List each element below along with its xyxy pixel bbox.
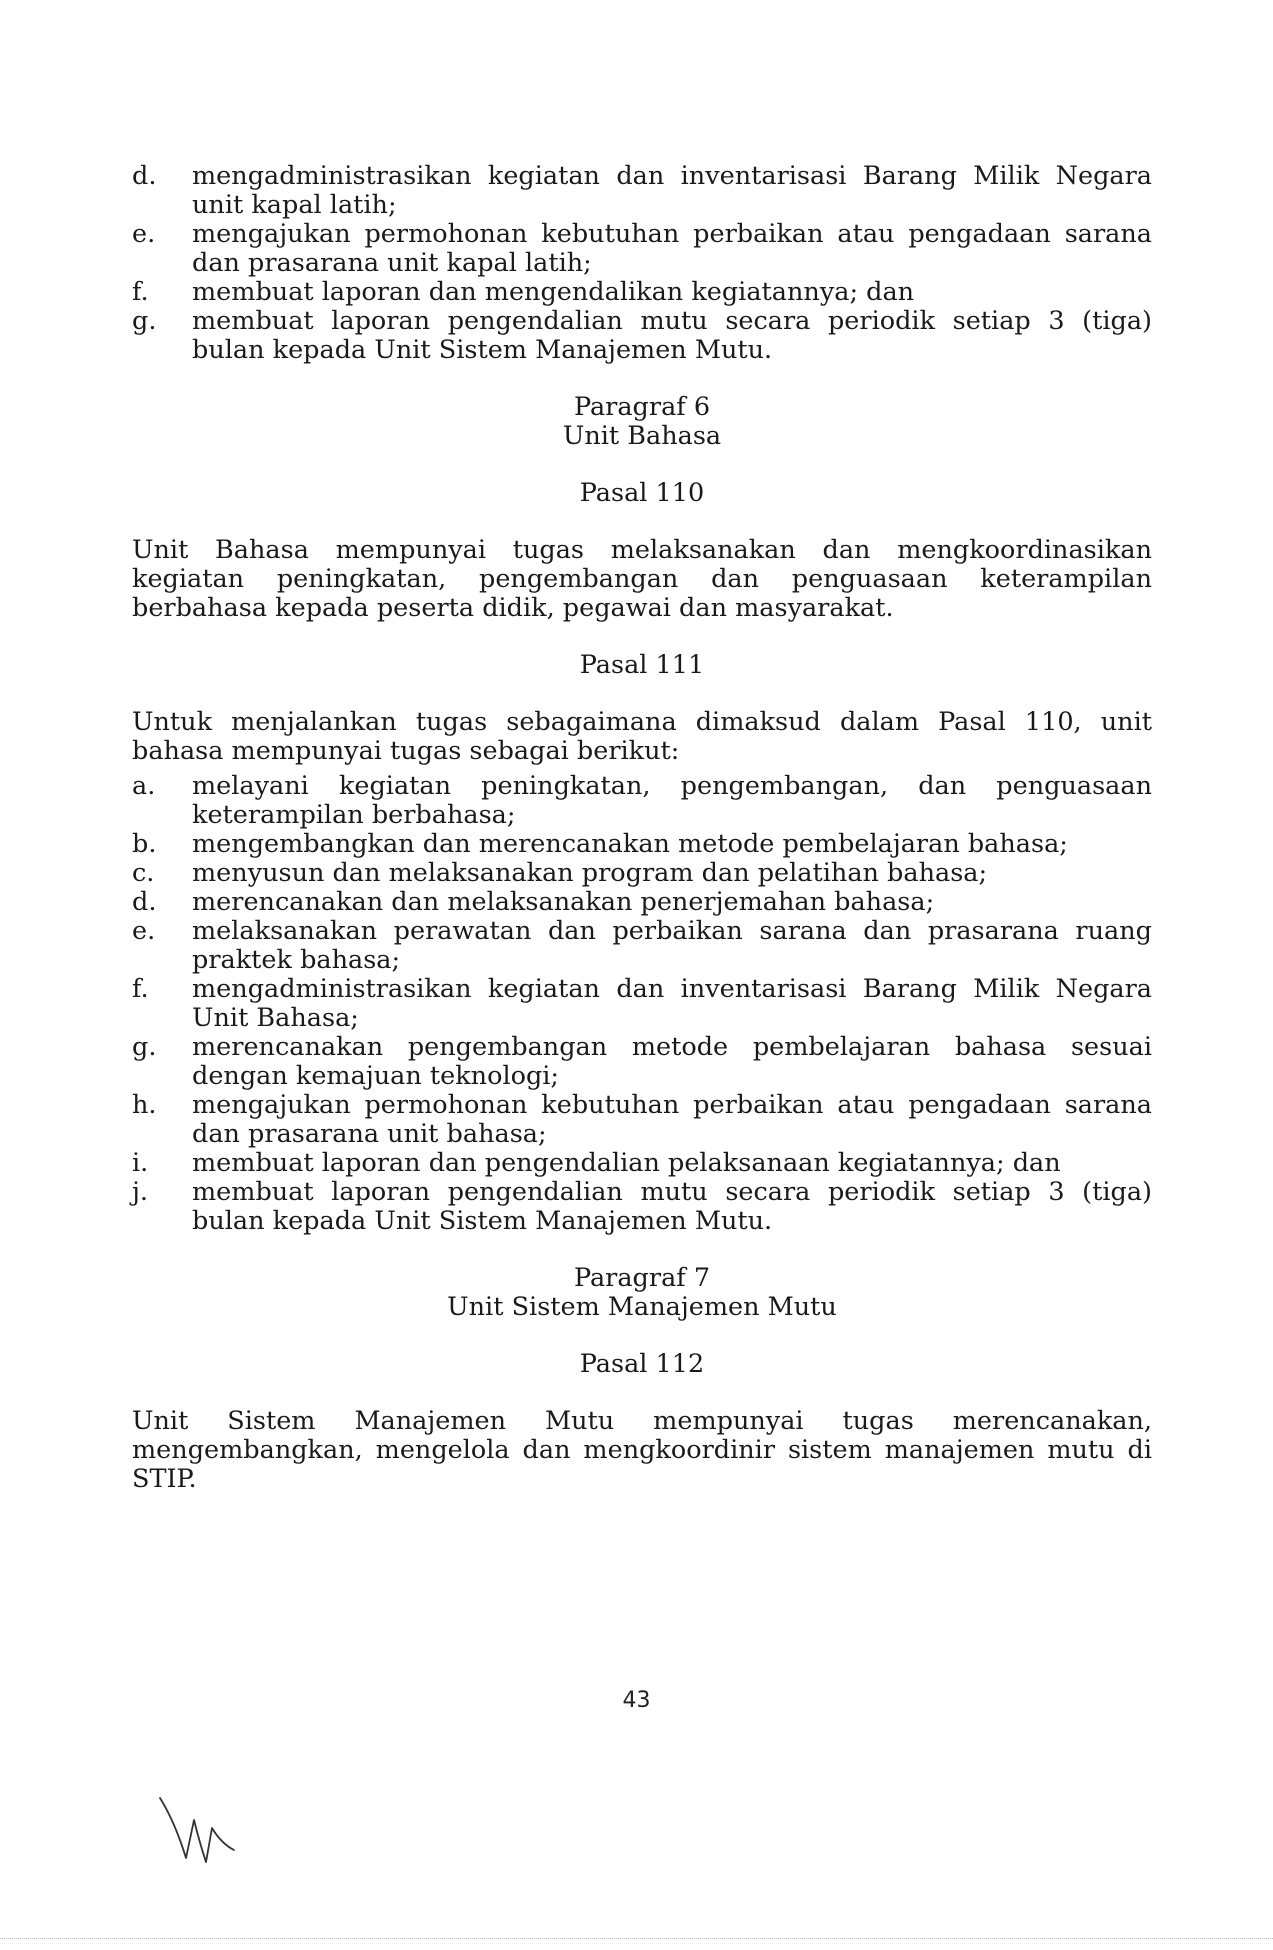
list-marker: a. [132,771,156,801]
pasal-110-text: Unit Bahasa mempunyai tugas melaksanakan dan mengkoordinasikan kegiatan peningkatan, pengembangan dan penguasaan keterampilan berbahasa kepada peserta didik, pegawai dan masyarakat. [132,535,1152,623]
list-marker: f. [132,277,149,307]
paragraf-7-subtitle: Unit Sistem Manajemen Mutu [447,1292,837,1322]
list-pasal-111 [132,772,1152,1236]
list-text: mengajukan permohonan kebutuhan perbaikan atau pengadaan sarana dan prasarana unit kapal latih; [192,219,1152,278]
list-marker: d. [132,887,157,917]
pasal-112-title: Pasal 112 [579,1349,705,1379]
list-item [132,278,1152,307]
list-item [132,975,1152,1033]
list-text: mengembangkan dan merencanakan metode pembelajaran bahasa; [192,829,1068,859]
list-text: merencanakan dan melaksanakan penerjemahan bahasa; [192,887,935,917]
list-text: merencanakan pengembangan metode pembelajaran bahasa sesuai dengan kemajuan teknologi; [192,1032,1152,1091]
list-item [132,1178,1152,1236]
paragraf-7-title: Paragraf 7 [573,1263,711,1293]
paragraf-6-title: Paragraf 6 [573,392,711,422]
list-item [132,888,1152,917]
list-item [132,220,1152,278]
pasal-112-text: Unit Sistem Manajemen Mutu mempunyai tugas merencanakan, mengembangkan, mengelola dan mengkoordinir sistem manajemen mutu di STIP. [132,1406,1152,1494]
list-marker: j. [132,1177,149,1207]
list-item [132,1149,1152,1178]
list-marker: g. [132,1032,157,1062]
list-marker: e. [132,916,156,946]
list-item [132,307,1152,365]
list-item [132,917,1152,975]
list-marker: c. [132,858,155,888]
list-item [132,772,1152,830]
pasal-111-title: Pasal 111 [579,650,705,680]
list-item [132,830,1152,859]
list-item [132,1033,1152,1091]
list-text: mengadministrasikan kegiatan dan inventarisasi Barang Milik Negara Unit Bahasa; [192,974,1152,1033]
scan-edge-line [0,1938,1273,1941]
list-text: menyusun dan melaksanakan program dan pelatihan bahasa; [192,858,988,888]
pasal-111-intro: Untuk menjalankan tugas sebagaimana dimaksud dalam Pasal 110, unit bahasa mempunyai tugas sebagai berikut: [132,707,1152,766]
paragraf-6-subtitle: Unit Bahasa [562,421,722,451]
page-content [132,162,1152,1494]
list-top [132,162,1152,365]
list-text: membuat laporan dan pengendalian pelaksanaan kegiatannya; dan [192,1148,1061,1178]
list-text: membuat laporan dan mengendalikan kegiatannya; dan [192,277,915,307]
pasal-110-title: Pasal 110 [579,478,705,508]
list-text: membuat laporan pengendalian mutu secara periodik setiap 3 (tiga) bulan kepada Unit Sistem Manajemen Mutu. [192,1177,1152,1236]
list-item [132,1091,1152,1149]
list-text: mengadministrasikan kegiatan dan inventarisasi Barang Milik Negara unit kapal latih; [192,161,1152,220]
list-text: membuat laporan pengendalian mutu secara periodik setiap 3 (tiga) bulan kepada Unit Sistem Manajemen Mutu. [192,306,1152,365]
list-marker: f. [132,974,149,1004]
list-text: melayani kegiatan peningkatan, pengembangan, dan penguasaan keterampilan berbahasa; [192,771,1152,830]
page-number: 43 [622,1688,651,1713]
list-marker: i. [132,1148,149,1178]
list-marker: h. [132,1090,157,1120]
list-marker: e. [132,219,156,249]
list-item [132,859,1152,888]
list-text: melaksanakan perawatan dan perbaikan sarana dan prasarana ruang praktek bahasa; [192,916,1152,975]
list-text: mengajukan permohonan kebutuhan perbaikan atau pengadaan sarana dan prasarana unit bahasa; [192,1090,1152,1149]
list-marker: b. [132,829,157,859]
list-marker: d. [132,161,157,191]
initials-signature-icon [156,1792,236,1872]
list-marker: g. [132,306,157,336]
list-item [132,162,1152,220]
